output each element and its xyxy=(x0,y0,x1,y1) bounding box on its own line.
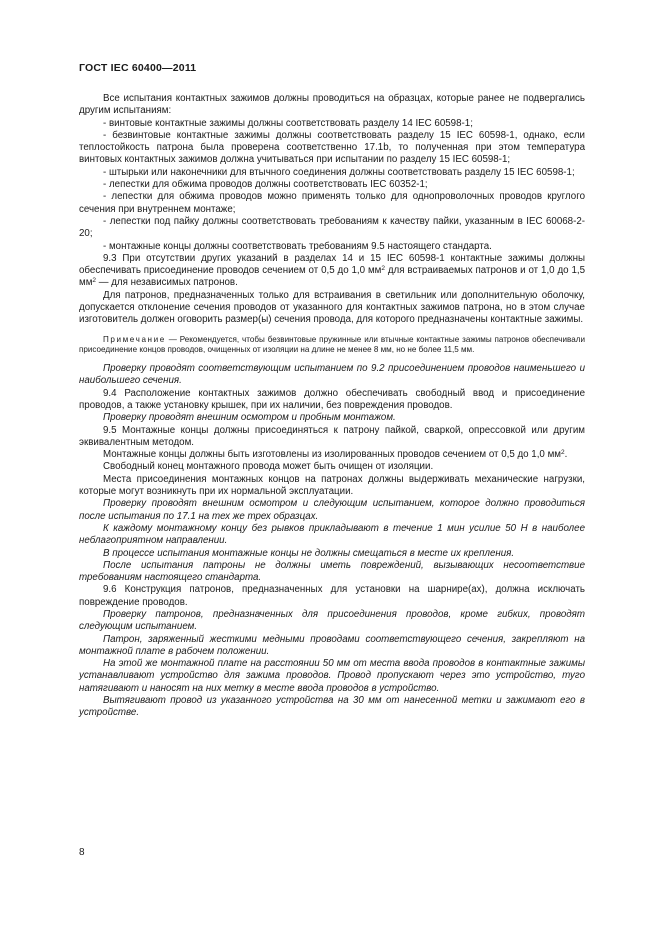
list-item: - штырьки или наконечники для втычного соединения должны соответствовать разделу 15 IEC 60598-1; xyxy=(103,166,575,178)
clause-9-6: 9.6 Конструкция патронов, предназначенных для установки на шарнире(ах), должна исключать повреждение проводов. xyxy=(79,584,585,608)
paragraph: Все испытания контактных зажимов должны проводиться на образцах, которые ранее не подвергались другим испытаниям: xyxy=(79,93,585,117)
clause-text: — для независимых патронов. xyxy=(96,277,238,289)
note-text: — Рекомендуется, чтобы безвинтовые пружинные или втычные контактные зажимы патронов обеспечивали присоединение концов проводов, очищенных от изоляции на длине не менее 8 мм, но не более 11,5 мм. xyxy=(79,334,585,355)
clause-9-5: 9.5 Монтажные концы должны присоединяться к патрону пайкой, сваркой, опрессовкой или другим эквивалентным методом. xyxy=(79,424,585,448)
superscript: 2 xyxy=(560,449,565,457)
clause-text: для встраиваемых патронов и от 1,0 до 1,5 мм xyxy=(79,265,586,289)
paragraph: Свободный конец монтажного провода может быть очищен от изоляции. xyxy=(103,461,434,473)
list-item: - лепестки под пайку должны соответствовать требованиям к качеству пайки, указанным в IEC 60068-2-20; xyxy=(79,215,585,240)
test-paragraph: Вытягивают провод из указанного устройства на 30 мм от нанесенной метки и зажимают его в устройстве. xyxy=(79,695,585,719)
paragraph xyxy=(79,449,585,461)
superscript: 2 xyxy=(381,265,385,273)
test-paragraph: Проверку проводят внешним осмотром и следующим испытанием, которое должно проводиться после испытания по 17.1 на тех же трех образцах. xyxy=(79,498,585,522)
test-paragraph: Патрон, заряженный жесткими медными проводами соответствующего сечения, закрепляют на монтажной плате в рабочем положении. xyxy=(79,633,585,657)
test-paragraph: Проверку проводят внешним осмотром и пробным монтажом. xyxy=(103,412,396,424)
document-body xyxy=(79,93,585,720)
test-paragraph: На этой же монтажной плате на расстоянии 50 мм от места ввода проводов в контактные зажимы устанавливают устройство для зажима проводов. Провод пропускают через это устройство, туго натягивают и наносят на них метку в месте ввода проводов в устройство. xyxy=(79,658,585,694)
clause-9-4: 9.4 Расположение контактных зажимов должно обеспечивать свободный ввод и присоединение проводов, а также установку крышек, при их наличии, без повреждения проводов. xyxy=(79,387,585,411)
note-label: Примечание xyxy=(103,334,166,344)
test-paragraph: В процессе испытания монтажные концы не должны смещаться в месте их крепления. xyxy=(103,547,515,559)
test-paragraph: К каждому монтажному концу без рывков прикладывают в течение 1 мин усилие 50 Н в наиболее неблагоприятном направлении. xyxy=(79,522,585,547)
paragraph: Для патронов, предназначенных только для встраивания в светильник или дополнительную оболочку, допускается отклонение сечения проводов от указанного для контактных зажимов патрона, но в этом случае изготовитель должен оговорить размер(ы) сечения провода, для которого предназначены контактные зажимы. xyxy=(79,289,585,326)
superscript: 2 xyxy=(92,277,97,285)
note xyxy=(79,335,585,356)
test-paragraph: Проверку патронов, предназначенных для присоединения проводов, кроме гибких, проводят следующим испытанием. xyxy=(79,608,585,633)
list-item: - безвинтовые контактные зажимы должны соответствовать разделу 15 IEC 60598-1, однако, если теплостойкость патрона была проверена соответственно 17.1b, то полученная при этом температура винтовых контактных зажимов должна учитываться при испытании по разделу 15 IEC 60598-1; xyxy=(79,129,585,166)
test-paragraph: После испытания патроны не должны иметь повреждений, вызывающих несоответствие требованиям настоящего стандарта. xyxy=(79,559,585,584)
list-item: - лепестки для обжима проводов должны соответствовать IEC 60352-1; xyxy=(103,179,428,191)
list-item: - винтовые контактные зажимы должны соответствовать разделу 14 IEC 60598-1; xyxy=(103,117,473,129)
paragraph-text: . xyxy=(564,449,568,461)
clause-9-3 xyxy=(79,253,585,290)
page-number: 8 xyxy=(79,847,85,858)
list-item: - монтажные концы должны соответствовать требованиям 9.5 настоящего стандарта. xyxy=(103,240,492,252)
clause-text: 9.3 При отсутствии других указаний в разделах 14 и 15 IEC 60598-1 контактные зажимы должны обеспечивать присоединение проводов сечением от 0,5 до 1,0 мм xyxy=(79,252,585,277)
test-paragraph: Проверку проводят соответствующим испытанием по 9.2 присоединением проводов наименьшего и наибольшего сечения. xyxy=(79,363,585,387)
paragraph-text: Монтажные концы должны быть изготовлены из изолированных проводов сечением от 0,5 до 1,0 мм xyxy=(103,449,561,461)
paragraph: Места присоединения монтажных концов на патронах должны выдерживать механические нагрузки, которые могут возникнуть при их нормальной эксплуатации. xyxy=(79,473,585,498)
document-header: ГОСТ IEC 60400—2011 xyxy=(79,62,197,74)
list-item: - лепестки для обжима проводов можно применять только для однопроволочных проводов круглого сечения при внутреннем монтаже; xyxy=(79,191,585,215)
